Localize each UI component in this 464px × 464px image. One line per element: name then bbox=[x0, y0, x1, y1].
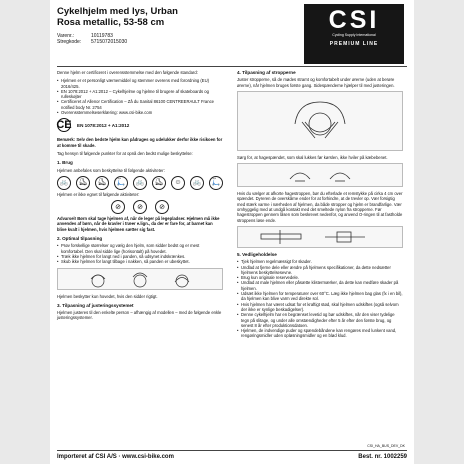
varenr-value: 10119783 bbox=[91, 33, 113, 39]
product-meta bbox=[57, 33, 127, 46]
list-item: • Skub ikke hjelmen for langt tilbage i nakken, så panden er ubeskyttet. bbox=[61, 259, 223, 264]
intro-text: Denne hjelm er certificeret i overensstemmelse med den følgende standard: bbox=[57, 70, 198, 75]
cycling-icon: 🚲 bbox=[57, 176, 71, 190]
ce-mark-icon: CE bbox=[56, 118, 72, 131]
logo-tagline: Cycling Supply International bbox=[332, 33, 376, 37]
section-5-heading: 5. Vedligeholdelse bbox=[237, 251, 277, 257]
strap-illustration bbox=[237, 91, 403, 151]
document-code: CSI_HA_BUS_DEV_DK bbox=[367, 444, 405, 448]
scooter-icon: 🛴 bbox=[114, 176, 128, 190]
stregkode-label: Stregkode: bbox=[57, 39, 82, 46]
logo-line: PREMIUM LINE bbox=[329, 41, 379, 47]
standards-list bbox=[57, 78, 223, 115]
right-column bbox=[237, 70, 403, 342]
norm-label: EN 1078:2012 + A1:2012 bbox=[77, 122, 130, 128]
child-icon: ☺ bbox=[171, 176, 185, 190]
section-4-text-2: Sørg for, at hagespændet, som skal lukkes før kørslen, ikke hviler på kæbebenet. bbox=[237, 154, 388, 160]
list-item: • Hvis hjelmen har været udsat for et kraftigt stød, skal hjelmen udskiftes (også selvom der ikke er synlige beskadigelser). bbox=[241, 302, 403, 313]
warning-text: Advarsel! Børn skal tage hjelmen af, når de leger på legepladser. Hjelmen må ikke anvendes af børn, når de kravler i træer e.lign., da der er fare for, at barnet kan blive kvalt i hjelmen, hvis hjelmen sætter sig fast. bbox=[57, 216, 220, 232]
section-2-heading: 2. Optimal tilpasning bbox=[57, 236, 103, 242]
section-2-after: Hjelmen beskytter kun hovedet, hvis den sidder rigtigt. bbox=[57, 293, 158, 299]
no-climbing-icon: ⊘ bbox=[133, 200, 147, 214]
left-column bbox=[57, 70, 223, 324]
footer bbox=[57, 454, 407, 460]
footer-divider bbox=[57, 450, 407, 451]
skating-icon: ⛸ bbox=[95, 176, 109, 190]
section-1-text: Hjelmen anbefales som beskyttelse til følgende aktiviteter: bbox=[57, 167, 165, 173]
list-item: • Undlad at male hjelmen eller påsætte klistermærker, da dette kan medføre skader på hjelmen. bbox=[241, 280, 403, 291]
fit-list bbox=[57, 243, 223, 264]
page-title bbox=[57, 6, 257, 28]
order-number: Best. nr. 1002259 bbox=[358, 454, 407, 460]
section-3-heading: 3. Tilpasning af justeringssystemet bbox=[57, 302, 134, 308]
section-3-text: Hjelmen justeres til den enkelte person – afhængig af modellen – med de følgende enkle justeringssystemer. bbox=[57, 310, 222, 321]
list-item: • Prøv forskellige størrelser og vælg den hjelm, som sidder bedst og er mest komfortabel. Den skal sidde lige (horisontalt) på hovedet. bbox=[61, 243, 223, 254]
importer-text: Importeret af CSI A/S · www.csi-bike.com bbox=[57, 454, 174, 460]
chin-strap-illustration bbox=[237, 163, 403, 187]
list-item: • Overensstemmelseserklæring: www.csi-bike.com bbox=[61, 110, 223, 115]
list-item: • Certificeret af Allenor Certification – Zå du Sanital 86100 CENTREERAULT France notified body Nr. 2754 bbox=[61, 99, 223, 110]
list-item: • Undlad at fjerne dele eller ændre på hjelmens specifikationer, da dette nedsætter hjelmens beskyttelsesevne. bbox=[241, 265, 403, 276]
activity-icons-ok bbox=[57, 176, 223, 188]
title-line-2: Rosa metallic, 53-58 cm bbox=[57, 17, 165, 28]
instruction-sheet bbox=[50, 0, 414, 464]
title-line-1: Cykelhjelm med lys, Urban bbox=[57, 6, 178, 17]
section-1-heading: 1. Brug bbox=[57, 160, 73, 166]
inline-skate-icon: ⛸ bbox=[152, 176, 166, 190]
list-item: • Hjelmen er et personligt værnemiddel og stemmer overens med forordning (EU) 2016/425. bbox=[61, 78, 223, 89]
list-item: • Tjek hjelmen regelmæssigt for skader. bbox=[241, 259, 403, 264]
remark-text-2: Tag hensyn til følgende punkter for at opnå den bedst mulige beskyttelse: bbox=[57, 150, 193, 156]
bike-icon: 🚲 bbox=[133, 176, 147, 190]
activity-icons-not bbox=[57, 200, 223, 212]
list-item: • Brug kun originale reservedele. bbox=[241, 275, 403, 280]
list-item: • Træk ikke hjelmen for langt ned i panden, så udsynet indskrænkes. bbox=[61, 254, 223, 259]
maintenance-list bbox=[237, 259, 403, 338]
header-divider bbox=[57, 66, 407, 67]
list-item: • Udsæt ikke hjelmen for temperaturer over 60°C. Læg ikke hjelmen bag glas (fx i en bil), da hjelmen kan blive varm ved direkte sol. bbox=[241, 291, 403, 302]
section-4-heading: 4. Tilpasning af stropperne bbox=[237, 70, 296, 75]
stregkode-value: 5715072015030 bbox=[91, 39, 128, 46]
no-motorbike-icon: ⊘ bbox=[111, 200, 125, 214]
csi-logo bbox=[304, 4, 404, 64]
helmet-fit-illustration bbox=[57, 268, 223, 290]
buckle-illustration bbox=[237, 226, 403, 248]
remark-text: Bemærk: Selv den bedste hjelm kan pådrages og udelukker derfor ikke risikoen for at komme til skade. bbox=[57, 137, 223, 148]
list-item: • EN 1078:2012 + A1:2012 – Cykelhjelme og hjelme til brugere af skateboards og rulleskøjter bbox=[61, 89, 223, 100]
certification-marks bbox=[57, 118, 223, 132]
section-1-not: Hjelmen er ikke egnet til følgende aktiviteter: bbox=[57, 191, 140, 197]
list-item: • Hjelmen, de indvendige puder og spændebåndene kan rengøres med lunkent vand, rengøringsmidler uden opløsningsmidler og en blød klud. bbox=[241, 328, 403, 339]
section-4-text-3: Hvis du vælger at afkorte hagestroppen, bør du efterlade et remstykke på cirka 4 cm over spændet. Dyreren de overskårne ender for at forhindre, at de trevler op. Vær forsigtig med stærk varme i nærheden af hjelmen, da både stropper og hjelm er brandfarlige. Vær omhyggelig med at undgå kontakt med det smeltede nylon fra stropperne. Før hagestroppen gennem låsen som beskrevet nedenfor, og anvend O-ringen til at fastholde stroppens løse ende. bbox=[237, 191, 403, 223]
list-item: • Denne cykelhjelm har en begrænset levetid og bør udskiftes, når den viser tydelige tegn på slitage, og under alle omstændigheder efter 5 år efter den første brug, og senest 8 år efter produktionsdatoen. bbox=[241, 312, 403, 328]
no-playground-icon: ⊘ bbox=[155, 200, 169, 214]
kickbike-icon: 🛴 bbox=[209, 176, 223, 190]
varenr-label: Varenr.: bbox=[57, 33, 75, 39]
balance-bike-icon: 🚲 bbox=[190, 176, 204, 190]
skateboard-icon: ⛸ bbox=[76, 176, 90, 190]
section-4-text: Juster stropperne, så de mødes stramt og komfortabelt under ørerne (uden at berøre ørerne), når hjelmen bruges første gang. Sidespænderne hjælper til med justeringen. bbox=[237, 77, 395, 88]
logo-brand: CSI bbox=[328, 6, 380, 34]
